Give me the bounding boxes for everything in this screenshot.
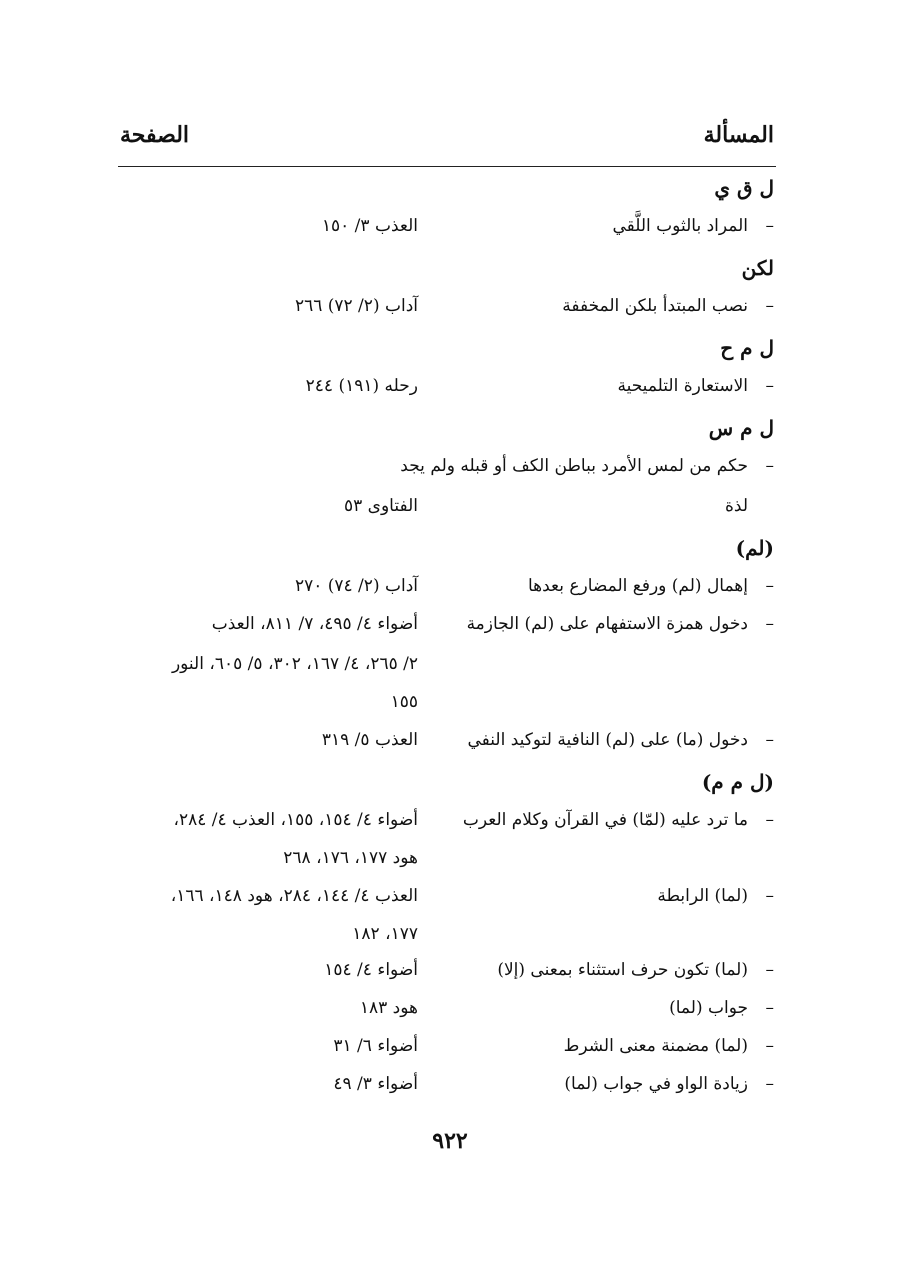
entry-topic [497, 952, 774, 988]
entry-topic [669, 990, 774, 1026]
header-rule [118, 166, 776, 167]
section-heading-text: (لم) [735, 536, 774, 560]
section-heading [118, 250, 774, 286]
entry-source-ref: أضواء ٤/ ١٥٤، ١٥٥، العذب ٤/ ٢٨٤، [173, 810, 418, 830]
entry-topic-text: دخول همزة الاستفهام على (لم) الجازمة [466, 614, 748, 634]
entry-topic [617, 368, 774, 404]
index-entry [118, 448, 774, 484]
index-entry [118, 722, 774, 758]
entry-source-ref: أضواء ٦/ ٣١ [333, 1036, 418, 1056]
entry-topic-text: نصب المبتدأ بلكن المخففة [562, 296, 748, 316]
entry-topic-text: زيادة الواو في جواب (لما) [564, 1074, 748, 1094]
entry-dash: – [765, 576, 774, 596]
section-heading-text: ل ق ي [714, 176, 774, 200]
entry-topic-text: (لما) مضمنة معنى الشرط [563, 1036, 748, 1056]
section-heading [118, 530, 774, 566]
entry-continuation [118, 840, 774, 876]
entry-source-ref: هود ١٨٣ [359, 998, 418, 1018]
entry-dash: – [765, 730, 774, 750]
section-heading [118, 764, 774, 800]
index-entry [118, 802, 774, 838]
entry-topic [657, 878, 774, 914]
column-header-issue: المسألة [703, 122, 774, 148]
entry-topic-text: دخول (ما) على (لم) النافية لتوكيد النفي [467, 730, 748, 750]
entry-dash: – [765, 1074, 774, 1094]
section-heading [118, 330, 774, 366]
index-entry [118, 878, 774, 914]
entry-topic [725, 488, 774, 524]
section-heading [118, 170, 774, 206]
entry-source-ref: أضواء ٤/ ٤٩٥، ٧/ ٨١١، العذب [211, 614, 418, 634]
entry-source-ref: ١٥٥ [390, 692, 418, 712]
entry-topic-text: ما ترد عليه (لمّا) في القرآن وكلام العرب [462, 810, 748, 830]
entry-source-ref: ١٧٧، ١٨٢ [352, 924, 418, 944]
entry-source-ref: آداب (٢/ ٧٤) ٢٧٠ [294, 576, 418, 596]
index-entry [118, 952, 774, 988]
entry-continuation [118, 646, 774, 682]
section-heading-text: ل م ح [720, 336, 774, 360]
entry-topic-text: إهمال (لم) ورفع المضارع بعدها [527, 576, 748, 596]
index-entry [118, 606, 774, 642]
index-entry [118, 488, 774, 524]
entry-dash: – [765, 456, 774, 476]
page-number: ٩٢٢ [432, 1128, 468, 1154]
entry-topic-text: (لما) تكون حرف استثناء بمعنى (إلا) [497, 960, 748, 980]
entry-source-ref: الفتاوى ٥٣ [344, 496, 418, 516]
entry-dash: – [765, 998, 774, 1018]
entry-source-ref: أضواء ٤/ ١٥٤ [324, 960, 418, 980]
entry-continuation [118, 684, 774, 720]
entry-topic [564, 1066, 774, 1102]
entry-source-ref: رحله (١٩١) ٢٤٤ [305, 376, 418, 396]
entry-dash: – [765, 886, 774, 906]
entry-topic [467, 606, 774, 642]
entry-source-ref: ٢/ ٢٦٥، ٤/ ١٦٧، ٣٠٢، ٥/ ٦٠٥، النور [171, 654, 418, 674]
entry-topic [467, 722, 774, 758]
entry-source-ref: العذب ٣/ ١٥٠ [321, 216, 418, 236]
entry-topic [463, 802, 774, 838]
entry-topic [612, 208, 774, 244]
entry-topic [564, 1028, 774, 1064]
entry-source-ref: هود ١٧٧، ١٧٦، ٢٦٨ [283, 848, 418, 868]
entry-topic [562, 288, 774, 324]
entry-source-ref: العذب ٤/ ١٤٤، ٢٨٤، هود ١٤٨، ١٦٦، [170, 886, 418, 906]
section-heading-text: ل م س [708, 416, 774, 440]
entry-continuation [118, 916, 774, 952]
entry-dash: – [765, 810, 774, 830]
index-entry [118, 568, 774, 604]
entry-dash: – [765, 1036, 774, 1056]
entry-source-ref: آداب (٢/ ٧٢) ٢٦٦ [294, 296, 418, 316]
entry-dash: – [765, 376, 774, 396]
entry-dash: – [765, 296, 774, 316]
entry-source-ref: العذب ٥/ ٣١٩ [321, 730, 418, 750]
entry-dash: – [765, 614, 774, 634]
section-heading-text: (ل م م) [701, 770, 774, 794]
entry-topic-text: الاستعارة التلميحية [617, 376, 748, 396]
index-entry [118, 990, 774, 1026]
index-entry [118, 208, 774, 244]
entry-topic [528, 568, 774, 604]
entry-topic-text: لذة [724, 496, 748, 516]
entry-dash: – [765, 960, 774, 980]
entry-topic-text: حكم من لمس الأمرد بباطن الكف أو قبله ولم يجد [400, 456, 748, 476]
column-header-page: الصفحة [120, 122, 190, 148]
index-entry [118, 1028, 774, 1064]
entry-dash: – [765, 216, 774, 236]
index-entry [118, 368, 774, 404]
section-heading-text: لكن [741, 256, 774, 280]
entry-source-ref: أضواء ٣/ ٤٩ [333, 1074, 418, 1094]
section-heading [118, 410, 774, 446]
entry-topic [400, 448, 774, 484]
entry-topic-text: جواب (لما) [669, 998, 748, 1018]
entry-topic-text: (لما) الرابطة [657, 886, 748, 906]
index-entry [118, 288, 774, 324]
entry-topic-text: المراد بالثوب اللَّقي [612, 216, 748, 236]
index-entry [118, 1066, 774, 1102]
